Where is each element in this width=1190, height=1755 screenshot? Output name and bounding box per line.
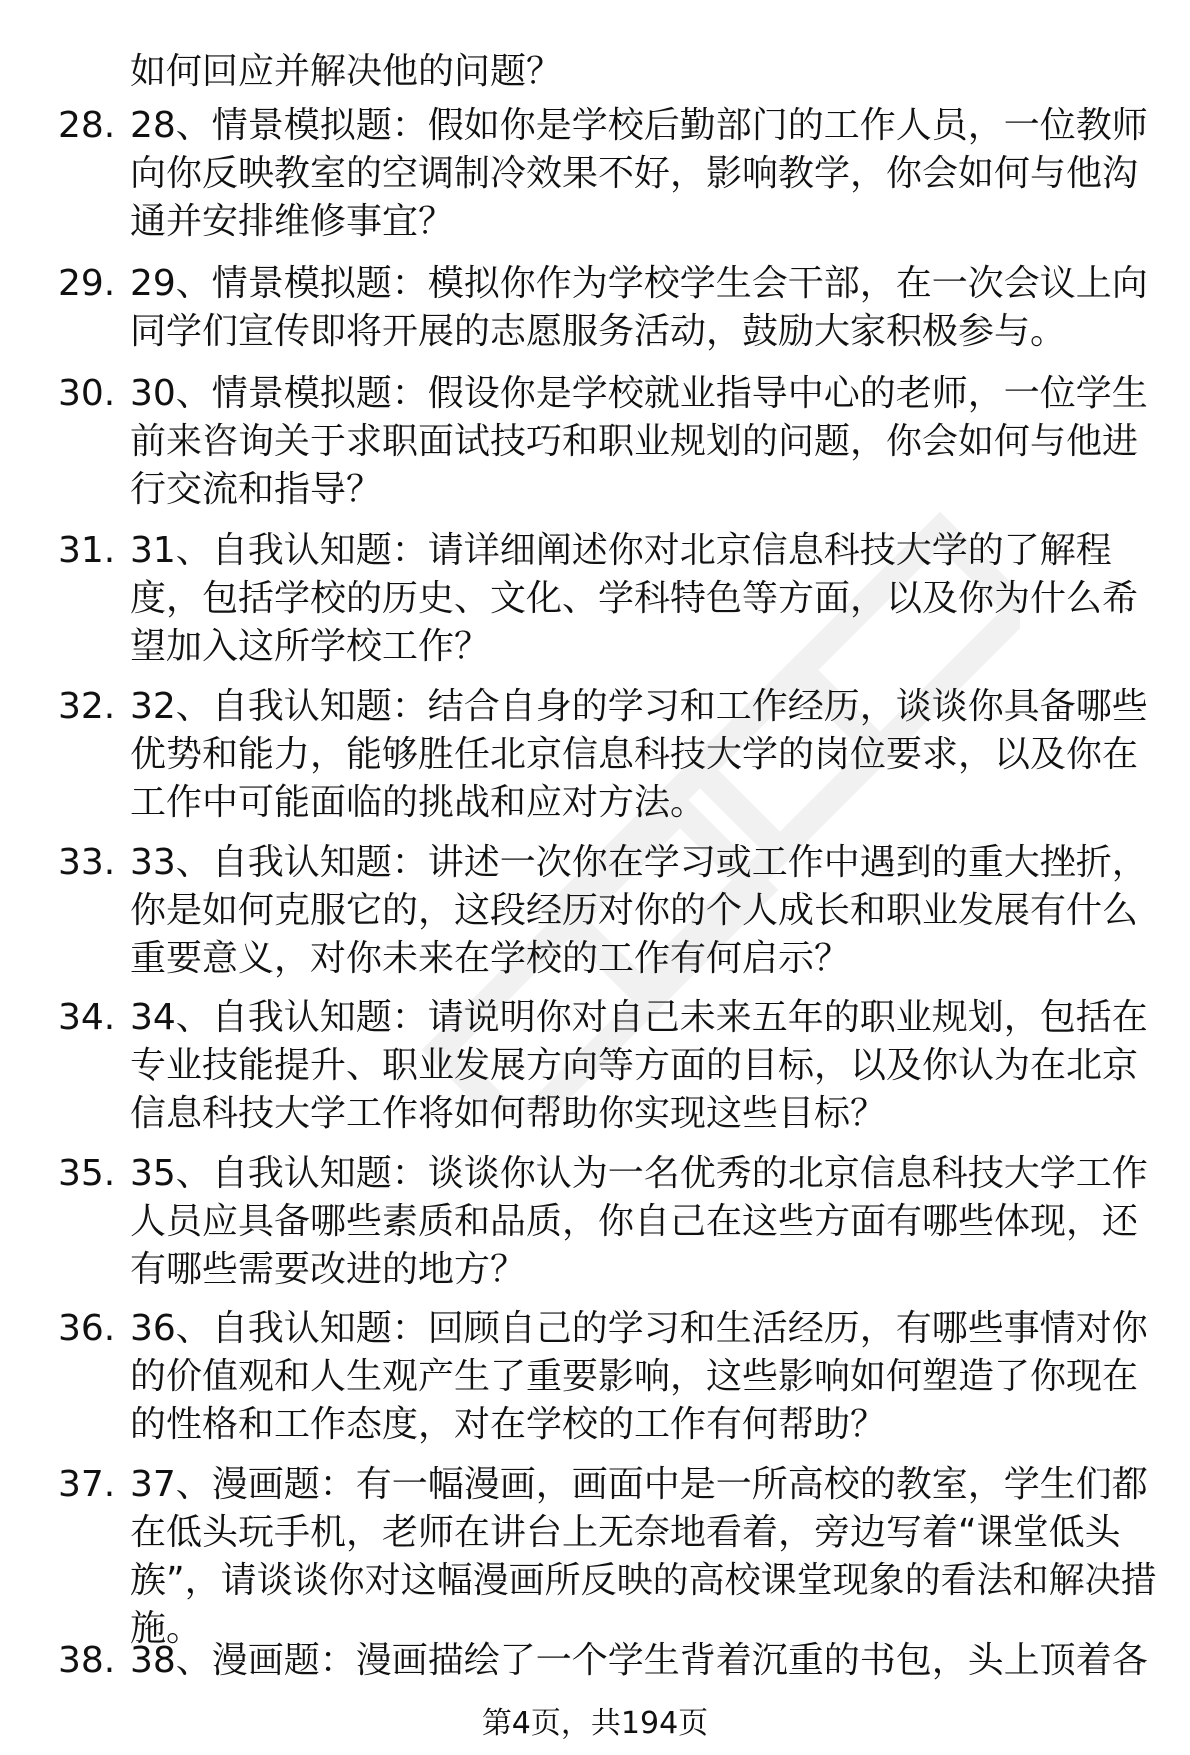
question-text-line: 有哪些需要改进的地方？ xyxy=(130,1249,527,1290)
question-text-line: 优势和能力，能够胜任北京信息科技大学的岗位要求，以及你在 xyxy=(130,734,1139,775)
question-text-line: 施。 xyxy=(130,1608,203,1649)
question-text-line: 36、自我认知题：回顾自己的学习和生活经历，有哪些事情对你 xyxy=(130,1308,1148,1349)
question-number: 34. xyxy=(58,997,116,1038)
question-number: 30. xyxy=(58,373,116,414)
question-text-line: 29、情景模拟题：模拟你作为学校学生会干部，在一次会议上向 xyxy=(130,263,1148,304)
question-text-line: 人员应具备哪些素质和品质，你自己在这些方面有哪些体现，还 xyxy=(130,1201,1139,1242)
question-text-line: 度，包括学校的历史、文化、学科特色等方面，以及你为什么希 xyxy=(130,578,1139,619)
question-text-line: 专业技能提升、职业发展方向等方面的目标，以及你认为在北京 xyxy=(130,1045,1139,1086)
question-text-line: 32、自我认知题：结合自身的学习和工作经历，谈谈你具备哪些 xyxy=(130,686,1148,727)
question-text-line: 34、自我认知题：请说明你对自己未来五年的职业规划，包括在 xyxy=(130,997,1148,1038)
question-text-line: 通并安排维修事宜？ xyxy=(130,201,455,242)
page-footer: 第4页，共194页 xyxy=(481,1706,709,1741)
question-number: 36. xyxy=(58,1308,116,1349)
question-text-line: 37、漫画题：有一幅漫画，画面中是一所高校的教室，学生们都 xyxy=(130,1464,1148,1505)
question-text-line: 38、漫画题：漫画描绘了一个学生背着沉重的书包，头上顶着各 xyxy=(130,1640,1148,1681)
question-text-line: 行交流和指导？ xyxy=(130,469,383,510)
question-number: 33. xyxy=(58,842,116,883)
question-number: 29. xyxy=(58,263,116,304)
question-text-line: 重要意义，对你未来在学校的工作有何启示？ xyxy=(130,938,851,979)
question-text-line: 30、情景模拟题：假设你是学校就业指导中心的老师，一位学生 xyxy=(130,373,1148,414)
question-text-line: 工作中可能面临的挑战和应对方法。 xyxy=(130,782,707,823)
question-number: 37. xyxy=(58,1464,116,1505)
question-text-line: 同学们宣传即将开展的志愿服务活动，鼓励大家积极参与。 xyxy=(130,311,1067,352)
question-text-line: 信息科技大学工作将如何帮助你实现这些目标？ xyxy=(130,1093,887,1134)
question-text-line: 的价值观和人生观产生了重要影响，这些影响如何塑造了你现在 xyxy=(130,1356,1139,1397)
question-text-line: 望加入这所学校工作？ xyxy=(130,626,491,667)
question-text-line: 前来咨询关于求职面试技巧和职业规划的问题，你会如何与他进 xyxy=(130,421,1139,462)
question-text-line: 的性格和工作态度，对在学校的工作有何帮助？ xyxy=(130,1404,887,1445)
question-number: 32. xyxy=(58,686,116,727)
question-text-line: 向你反映教室的空调制冷效果不好，影响教学，你会如何与他沟 xyxy=(130,153,1139,194)
question-number: 31. xyxy=(58,530,116,571)
question-text-line: 28、情景模拟题：假如你是学校后勤部门的工作人员，一位教师 xyxy=(130,105,1148,146)
question-text-line: 31、自我认知题：请详细阐述你对北京信息科技大学的了解程 xyxy=(130,530,1112,571)
question-text-line: 族”，请谈谈你对这幅漫画所反映的高校课堂现象的看法和解决措 xyxy=(130,1560,1157,1601)
question-text-line: 在低头玩手机，老师在讲台上无奈地看着，旁边写着“课堂低头 xyxy=(130,1512,1121,1553)
question-text-line: 35、自我认知题：谈谈你认为一名优秀的北京信息科技大学工作 xyxy=(130,1153,1148,1194)
question-number: 38. xyxy=(58,1640,116,1681)
continuation-line: 如何回应并解决他的问题？ xyxy=(130,51,563,92)
question-number: 28. xyxy=(58,105,116,146)
question-text-line: 33、自我认知题：讲述一次你在学习或工作中遇到的重大挫折， xyxy=(130,842,1148,883)
question-text-line: 你是如何克服它的，这段经历对你的个人成长和职业发展有什么 xyxy=(130,890,1139,931)
question-number: 35. xyxy=(58,1153,116,1194)
